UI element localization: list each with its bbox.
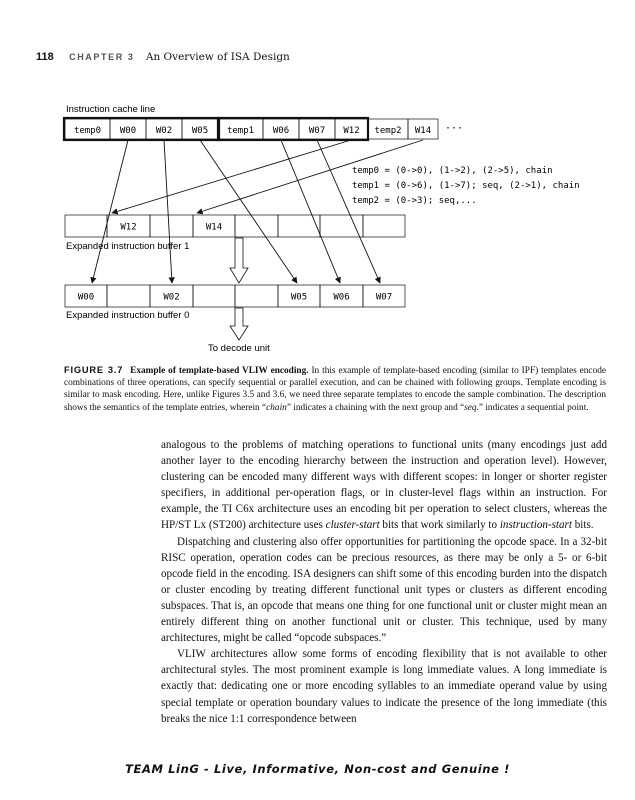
mapping-arrows — [92, 140, 423, 283]
vliw-encoding-figure — [0, 90, 635, 358]
buffer0-text: W00 — [77, 292, 95, 303]
template-line: temp1 = (0->6), (1->7); seq, (2->1), chain — [352, 181, 580, 191]
figure-title: Example of template-based VLIW encoding. — [130, 366, 309, 376]
caption-seq-term: seq. — [464, 402, 479, 413]
paragraph-text: analogous to the problems of matching operations to functional units (many encodings just add another layer to the encoding hierarchy between the instruction and operation level). However, clustering can be encoded many different ways with different scopes: in longer or shorter register specifiers, in additional per-operation flags, or in cluster-level flags within an instruction. For example, the TI C6x architecture uses an encoding bit per operation to select clusters, whereas the HP/ST Lx (ST200) architecture uses — [161, 439, 607, 532]
paragraph-text: bits. — [571, 519, 594, 532]
figure-number: FIGURE 3.7 — [64, 365, 124, 375]
page-number: 118 — [36, 51, 54, 63]
buffer1-cell — [363, 215, 405, 237]
cache-line — [64, 118, 463, 140]
cache-line-label: Instruction cache line — [66, 104, 156, 115]
buffer0-text: W05 — [290, 292, 308, 303]
cache-cell-text: W14 — [414, 126, 432, 136]
arrow-w06 — [281, 140, 340, 283]
cache-cell-text: temp0 — [73, 126, 102, 136]
flow-arrow-to-buffer0 — [230, 238, 248, 283]
buffer0-cell — [193, 285, 235, 307]
buffer0-cell — [107, 285, 150, 307]
page-header — [36, 51, 290, 63]
paragraph-text: bits that work similarly to — [379, 519, 500, 532]
body-text — [161, 437, 607, 727]
decode-label: To decode unit — [208, 343, 270, 354]
arrow-w07 — [317, 140, 380, 283]
caption-text: ” indicates a chaining with the next group and “ — [286, 402, 465, 413]
cache-cell-text: temp2 — [374, 126, 402, 136]
buffer1-cell — [65, 215, 107, 237]
cache-cell-text: W00 — [119, 126, 137, 136]
buffer0-text: W02 — [163, 292, 180, 303]
expanded-buffer-1 — [65, 215, 405, 237]
paragraph: Dispatching and clustering also offer opportunities for partitioning the opcode space. In a 32-bit RISC operation, operation codes can be precious resources, as there may be only a 5- or 6-bit opcode field in the encoding. ISA designers can shift some of this encoding burden into the dispatch or cluster encoding by treating different functional unit types or clusters as different encoding subspaces. That is, an opcode that means one thing for one functional unit or cluster might mean an entirely different thing on another functional unit or cluster. This technique, used by many architectures, might be called “opcode subspaces.” — [161, 535, 607, 645]
flow-arrow-to-decode — [230, 308, 248, 340]
buffer0-cell — [235, 285, 278, 307]
cache-cell-ellipsis: ··· — [444, 123, 464, 134]
caption-text: In this example of template-based encoding (similar to IPF) templates encode combinations of three operations, can specify sequential or parallel execution, and can be chained with following groups. Template encoding is similar to mask encoding. Here, unlike Figures 3.5 and 3.6, we need three separate templates to encode the sample combination. The description shows the semantics of the template entries, wherein “ — [64, 366, 606, 413]
buffer0-label: Expanded instruction buffer 0 — [66, 310, 190, 321]
paragraph: VLIW architectures allow some forms of encoding flexibility that is not available to other architectural styles. The most prominent example is long immediate values. A long immediate is exactly that: dedicating one or more encoding syllables to an immediate operand value by using special template or operation boundary values to indicate the presence of the long immediate (this breaks the nice 1:1 correspondence between — [161, 648, 607, 725]
footer-watermark: TEAM LinG - Live, Informative, Non-cost and Genuine ! — [125, 762, 510, 776]
term-instruction-start: instruction-start — [499, 519, 572, 532]
arrow-w02 — [164, 140, 172, 283]
term-cluster-start: cluster-start — [325, 519, 380, 532]
arrow-w05 — [200, 140, 297, 283]
paragraph — [161, 437, 607, 534]
cache-cell-text: W06 — [272, 126, 290, 136]
buffer1-label: Expanded instruction buffer 1 — [66, 241, 190, 252]
cache-cell-text: W05 — [191, 126, 209, 136]
buffer1-cell — [320, 215, 363, 237]
template-line: temp0 = (0->0), (1->2), (2->5), chain — [352, 166, 553, 176]
cache-cell-text: W07 — [308, 126, 326, 136]
figure-caption — [64, 364, 606, 414]
cache-cell-text: W12 — [343, 126, 360, 136]
chapter-title: An Overview of ISA Design — [145, 51, 290, 63]
arrow-w00 — [92, 140, 128, 283]
caption-text: ” indicates a sequential point. — [478, 402, 589, 413]
buffer0-text: W07 — [375, 292, 393, 303]
template-line: temp2 = (0->3); seq,... — [352, 196, 477, 206]
buffer1-cell — [150, 215, 193, 237]
cache-cell-text: W02 — [155, 126, 173, 136]
buffer1-text: W14 — [205, 222, 223, 233]
buffer0-text: W06 — [333, 292, 350, 303]
caption-chain-term: chain — [266, 402, 287, 413]
chapter-label: CHAPTER 3 — [69, 52, 135, 62]
buffer1-cell — [235, 215, 278, 237]
cache-cell-text: temp1 — [226, 126, 255, 136]
expanded-buffer-0 — [65, 285, 405, 307]
buffer1-text: W12 — [120, 222, 137, 233]
